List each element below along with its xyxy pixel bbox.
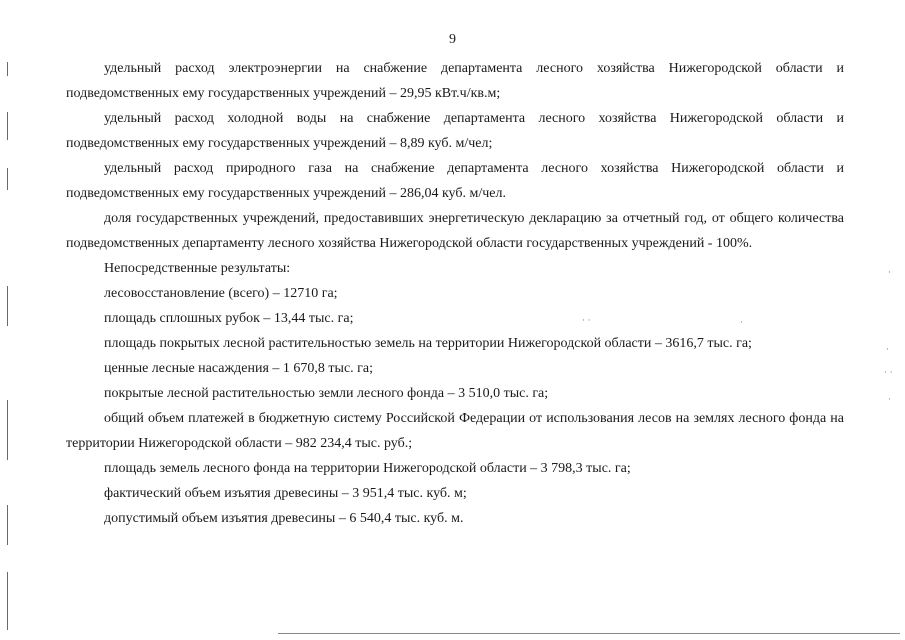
scan-edge-mark (7, 286, 8, 326)
section-heading-direct-results: Непосредственные результаты: (104, 261, 291, 276)
scan-speck: · (888, 268, 891, 278)
list-item-forest-fund-covered-land: покрытые лесной растительностью земли лесного фонда – 3 510,0 тыс. га; (104, 386, 549, 401)
list-item-valuable-plantations: ценные лесные насаждения – 1 670,8 тыс. га; (104, 361, 374, 376)
scan-bottom-rule (278, 633, 900, 634)
paragraph-electricity: удельный расход электроэнергии на снабжение департамента лесного хозяйства Нижегородской области и подведомственных ему государственных учреждений – 29,95 кВт.ч/кв.м; (66, 61, 844, 101)
scan-edge-mark (7, 112, 8, 140)
scan-edge-mark (7, 168, 8, 190)
list-item-forest-covered-land: площадь покрытых лесной растительностью земель на территории Нижегородской области – 3616,7 тыс. га; (104, 336, 752, 351)
scan-speck: · (740, 318, 743, 328)
page-number: 9 (449, 32, 456, 47)
paragraph-cold-water: удельный расход холодной воды на снабжение департамента лесного хозяйства Нижегородской области и подведомственных ему государственных учреждений – 8,89 куб. м/чел; (66, 111, 844, 151)
document-body (66, 56, 844, 531)
scan-edge-mark (7, 62, 8, 76)
scan-edge-mark (7, 505, 8, 545)
list-item-allowable-harvest: допустимый объем изъятия древесины – 6 540,4 тыс. куб. м. (104, 511, 464, 526)
scan-speck: · · (582, 316, 591, 326)
scan-speck: · (888, 395, 891, 405)
scan-speck: · (886, 345, 889, 355)
scan-edge-mark (7, 572, 8, 630)
list-item-reforestation: лесовосстановление (всего) – 12710 га; (104, 286, 338, 301)
list-item-budget-payments: общий объем платежей в бюджетную систему Российской Федерации от использования лесов на землях лесного фонда на территории Нижегородской области – 982 234,4 тыс. руб.; (66, 411, 844, 451)
list-item-forest-fund-area: площадь земель лесного фонда на территории Нижегородской области – 3 798,3 тыс. га; (104, 461, 631, 476)
paragraph-energy-declaration: доля государственных учреждений, предоставивших энергетическую декларацию за отчетный год, от общего количества подведомственных департаменту лесного хозяйства Нижегородской области государственных учреждений - 100%. (66, 211, 844, 251)
scan-speck: · · (884, 368, 893, 378)
scan-edge-mark (7, 400, 8, 460)
list-item-clear-cut-area: площадь сплошных рубок – 13,44 тыс. га; (104, 311, 354, 326)
list-item-actual-harvest: фактический объем изъятия древесины – 3 951,4 тыс. куб. м; (104, 486, 467, 501)
paragraph-natural-gas: удельный расход природного газа на снабжение департамента лесного хозяйства Нижегородской области и подведомственных ему государственных учреждений – 286,04 куб. м/чел. (66, 161, 844, 201)
